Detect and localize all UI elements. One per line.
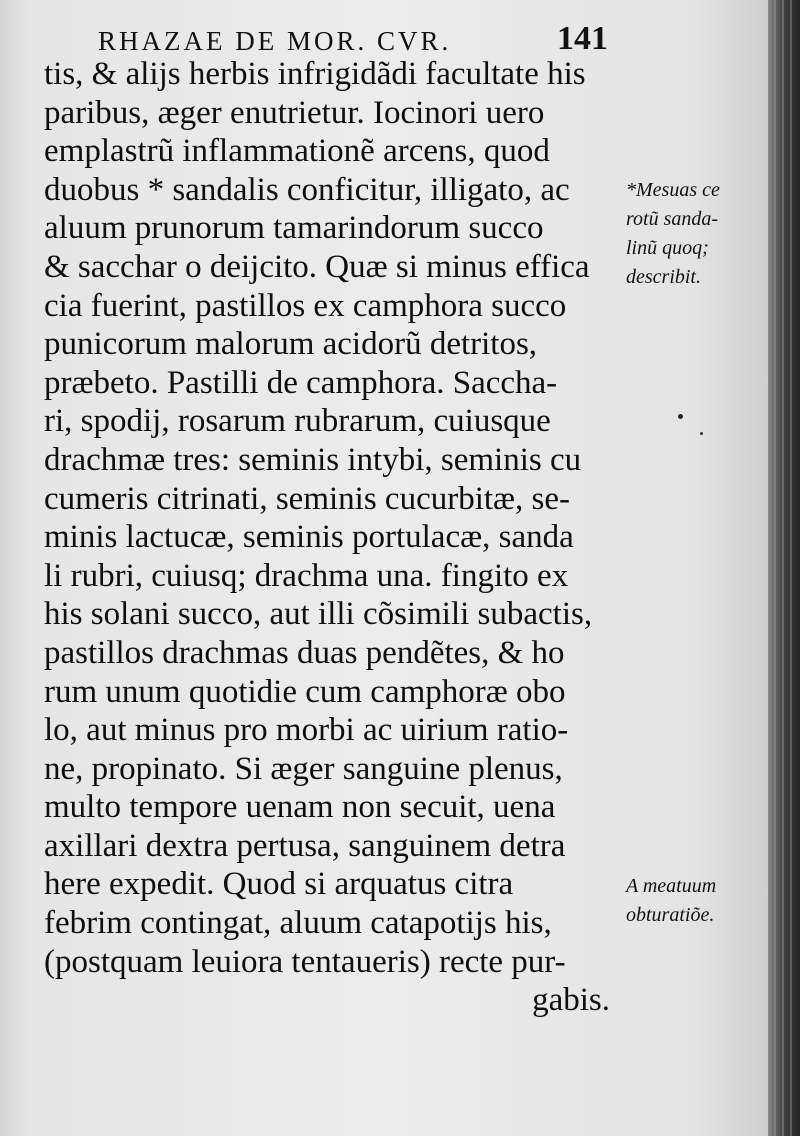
text-line: drachmæ tres: seminis intybi, seminis cu: [44, 441, 582, 478]
page-edge-strip: [790, 0, 792, 1136]
body-text: [44, 55, 624, 1020]
text-line: & sacchar o deijcito. Quæ si minus effica: [44, 248, 590, 285]
text-line: cumeris citrinati, seminis cucurbitæ, se-: [44, 480, 571, 517]
text-line: minis lactucæ, seminis portulacæ, sanda: [44, 519, 574, 556]
page-edge-strip: [774, 0, 776, 1136]
ink-dot: [700, 432, 703, 435]
text-line: paribus, æger enutrietur. Iocinori uero: [44, 94, 545, 131]
text-line: pastillos drachmas duas pendẽtes, & ho: [44, 634, 565, 671]
text-line: his solani succo, aut illi cõsimili subactis,: [44, 596, 593, 633]
text-line: rum unum quotidie cum camphoræ obo: [44, 673, 566, 710]
text-line: lo, aut minus pro morbi ac uirium ratio-: [44, 712, 569, 749]
text-line: emplastrũ inflammationẽ arcens, quod: [44, 133, 550, 170]
text-line-final: gabis.: [532, 982, 610, 1019]
marginal-note-line: obturatiõe.: [626, 904, 715, 926]
marginal-note-line: A meatuum: [626, 875, 717, 897]
text-line: febrim contingat, aluum catapotijs his,: [44, 905, 552, 942]
marginal-note-line: linũ quoq;: [626, 237, 709, 259]
book-fore-edge: [768, 0, 800, 1136]
marginal-note-line: *Mesuas ce: [626, 179, 720, 201]
marginal-note-obturatione: [626, 872, 766, 930]
text-line: multo tempore uenam non secuit, uena: [44, 789, 556, 826]
text-line: duobus * sandalis conficitur, illigato, ac: [44, 171, 570, 208]
ink-dot: [678, 414, 683, 419]
text-line: punicorum malorum acidorũ detritos,: [44, 326, 538, 363]
text-line: (postquam leuiora tentaueris) recte pur-: [44, 943, 566, 980]
text-line: aluum prunorum tamarindorum succo: [44, 210, 544, 247]
text-line: cia fuerint, pastillos ex camphora succo: [44, 287, 567, 324]
text-line: axillari dextra pertusa, sanguinem detra: [44, 827, 566, 864]
marginal-note-sandalis: [626, 176, 766, 292]
running-title: RHAZAE DE MOR. CVR.: [98, 26, 452, 56]
text-line: here expedit. Quod si arquatus citra: [44, 866, 514, 903]
text-line: li rubri, cuiusq; drachma una. fingito ex: [44, 557, 569, 594]
marginal-note-line: rotũ sanda-: [626, 208, 719, 230]
page-edge-strip: [782, 0, 784, 1136]
marginal-note-line: describit.: [626, 266, 701, 288]
page-number: 141: [557, 20, 608, 57]
page-header: [98, 20, 608, 60]
text-line: ne, propinato. Si æger sanguine plenus,: [44, 750, 563, 787]
text-line: ri, spodij, rosarum rubrarum, cuiusque: [44, 403, 551, 440]
text-line: præbeto. Pastilli de camphora. Saccha-: [44, 364, 558, 401]
text-line: tis, & alijs herbis infrigidãdi facultate his: [44, 56, 586, 92]
